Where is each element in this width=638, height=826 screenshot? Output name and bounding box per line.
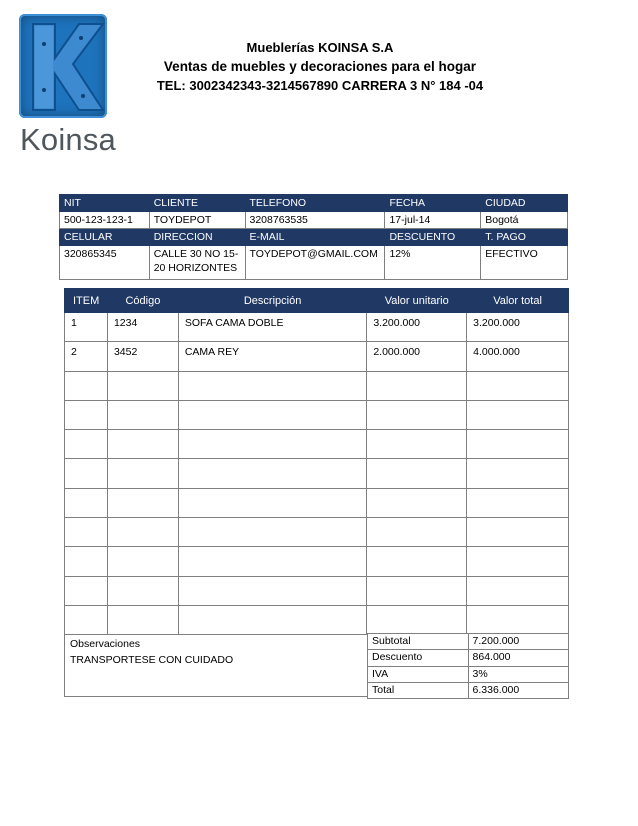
date-value: 17-jul-14 (385, 212, 481, 229)
table-row (65, 576, 569, 605)
email-value: TOYDEPOT@GMAIL.COM (245, 246, 385, 280)
item-code (107, 430, 178, 459)
item-code (107, 576, 178, 605)
item-description (178, 547, 366, 576)
table-row (65, 313, 569, 342)
item-total-value (467, 430, 569, 459)
payment-type-value: EFECTIVO (481, 246, 568, 280)
item-unit-value: 2.000.000 (367, 342, 467, 371)
table-row (65, 430, 569, 459)
table-row (65, 459, 569, 488)
item-number (65, 605, 108, 634)
address-value: CALLE 30 NO 15- 20 HORIZONTES (149, 246, 245, 280)
header-cell: DESCUENTO (385, 229, 481, 246)
item-number (65, 488, 108, 517)
totals-row (368, 682, 569, 698)
item-total-value: 4.000.000 (467, 342, 569, 371)
nit-value: 500-123-123-1 (60, 212, 150, 229)
item-unit-value (367, 400, 467, 429)
table-row (65, 547, 569, 576)
table-row (65, 488, 569, 517)
table-row (65, 371, 569, 400)
header-cell: DIRECCION (149, 229, 245, 246)
header-cell: NIT (60, 195, 150, 212)
header-cell: CLIENTE (149, 195, 245, 212)
item-description (178, 488, 366, 517)
header-cell: TELEFONO (245, 195, 385, 212)
item-unit-value (367, 430, 467, 459)
item-number (65, 400, 108, 429)
item-code (107, 547, 178, 576)
mobile-value: 320865345 (60, 246, 150, 280)
company-name: Mueblerías KOINSA S.A (246, 40, 394, 55)
item-total-value: 3.200.000 (467, 313, 569, 342)
item-code (107, 459, 178, 488)
item-number (65, 547, 108, 576)
logo-k-icon (19, 14, 107, 118)
item-number (65, 371, 108, 400)
subtotal-label: Subtotal (368, 634, 469, 650)
col-header-description: Descripción (178, 289, 366, 313)
subtotal-value: 7.200.000 (468, 634, 568, 650)
item-number: 2 (65, 342, 108, 371)
observations-text: TRANSPORTESE CON CUIDADO (70, 654, 234, 666)
phone-value: 3208763535 (245, 212, 385, 229)
item-unit-value (367, 576, 467, 605)
item-unit-value (367, 371, 467, 400)
items-header-row (65, 289, 569, 313)
item-total-value (467, 605, 569, 634)
item-code (107, 488, 178, 517)
table-row (65, 605, 569, 634)
header-cell: T. PAGO (481, 229, 568, 246)
item-number (65, 576, 108, 605)
item-unit-value (367, 547, 467, 576)
item-unit-value (367, 488, 467, 517)
iva-label: IVA (368, 666, 469, 682)
header-cell: FECHA (385, 195, 481, 212)
totals-row (368, 650, 569, 666)
item-total-value (467, 518, 569, 547)
company-header (110, 38, 530, 95)
item-number (65, 459, 108, 488)
item-description (178, 400, 366, 429)
discount-value: 12% (385, 246, 481, 280)
item-description (178, 518, 366, 547)
table-row (65, 400, 569, 429)
item-code (107, 371, 178, 400)
client-info-row (60, 212, 568, 229)
header-cell: E-MAIL (245, 229, 385, 246)
totals-table (367, 633, 569, 699)
item-description: CAMA REY (178, 342, 366, 371)
item-total-value (467, 400, 569, 429)
item-total-value (467, 459, 569, 488)
item-total-value (467, 371, 569, 400)
total-value: 6.336.000 (468, 682, 568, 698)
item-code (107, 518, 178, 547)
logo-wordmark: Koinsa (20, 122, 116, 157)
item-description (178, 576, 366, 605)
client-value: TOYDEPOT (149, 212, 245, 229)
item-number: 1 (65, 313, 108, 342)
header-cell: CIUDAD (481, 195, 568, 212)
col-header-code: Código (107, 289, 178, 313)
observations-label: Observaciones (70, 638, 141, 650)
item-description (178, 459, 366, 488)
item-unit-value (367, 459, 467, 488)
col-header-total-value: Valor total (467, 289, 569, 313)
total-label: Total (368, 682, 469, 698)
item-unit-value (367, 518, 467, 547)
logo-k-tile (19, 14, 107, 118)
col-header-item: ITEM (65, 289, 108, 313)
item-description (178, 430, 366, 459)
discount-amount: 864.000 (468, 650, 568, 666)
header-cell: CELULAR (60, 229, 150, 246)
discount-label: Descuento (368, 650, 469, 666)
item-code (107, 605, 178, 634)
client-info-header-row (60, 195, 568, 212)
item-unit-value: 3.200.000 (367, 313, 467, 342)
item-number (65, 430, 108, 459)
iva-value: 3% (468, 666, 568, 682)
item-unit-value (367, 605, 467, 634)
item-code: 1234 (107, 313, 178, 342)
client-info-header-row (60, 229, 568, 246)
item-description (178, 605, 366, 634)
item-code: 3452 (107, 342, 178, 371)
totals-row (368, 634, 569, 650)
item-total-value (467, 576, 569, 605)
table-row (65, 518, 569, 547)
item-total-value (467, 488, 569, 517)
item-total-value (467, 547, 569, 576)
company-logo (18, 12, 118, 160)
client-info-table (59, 194, 568, 280)
item-description (178, 371, 366, 400)
observations (70, 636, 233, 668)
totals-row (368, 666, 569, 682)
items-table (64, 288, 569, 635)
company-contact: TEL: 3002342343-3214567890 CARRERA 3 N° 184 -04 (156, 78, 484, 93)
col-header-unit-value: Valor unitario (367, 289, 467, 313)
city-value: Bogotá (481, 212, 568, 229)
company-tagline: Ventas de muebles y decoraciones para el hogar (163, 59, 477, 74)
table-row (65, 342, 569, 371)
client-info-row (60, 246, 568, 280)
item-number (65, 518, 108, 547)
item-description: SOFA CAMA DOBLE (178, 313, 366, 342)
item-code (107, 400, 178, 429)
